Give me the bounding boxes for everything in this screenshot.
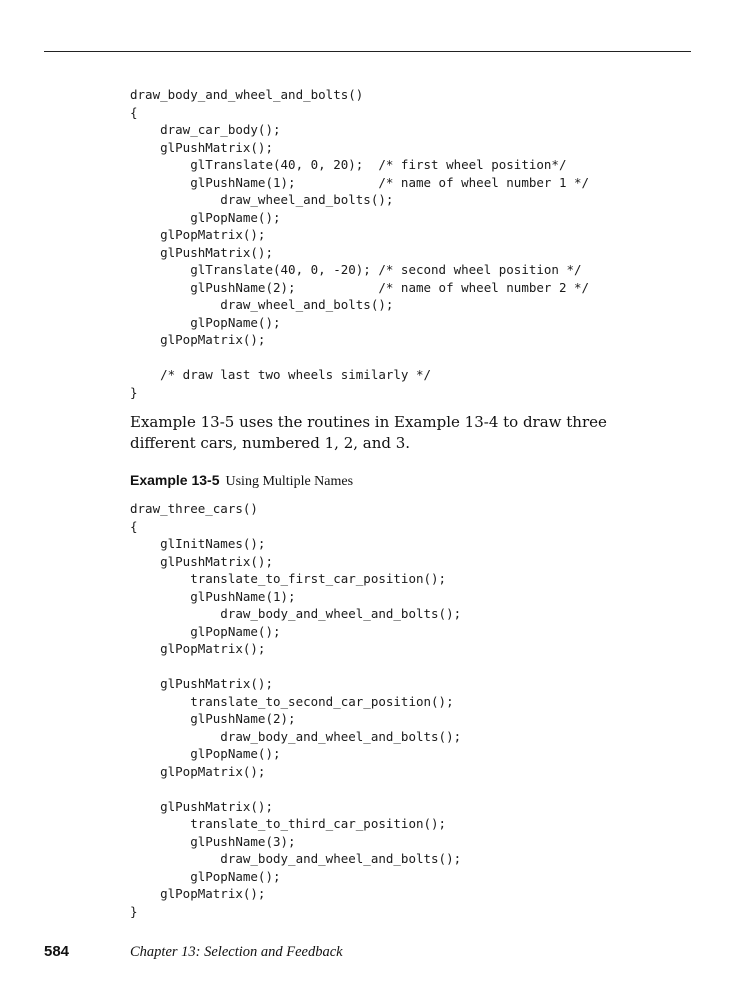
code-line: draw_three_cars() [130, 501, 258, 516]
code-line: glPopName(); [130, 314, 281, 330]
code-line: glPushMatrix(); [130, 798, 273, 814]
running-footer: Chapter 13: Selection and Feedback [130, 944, 343, 960]
code-line: glPopName(); [130, 623, 281, 639]
code-line: glPushName(3); [130, 833, 296, 849]
code-line: glPushName(1); [130, 588, 296, 604]
code-line: glPushName(2); [130, 711, 296, 726]
code-line: draw_body_and_wheel_and_bolts(); [130, 851, 462, 866]
code-line: glPopMatrix(); [130, 227, 266, 242]
code-line: glInitNames(); [130, 536, 266, 551]
code-line: } [130, 903, 138, 919]
code-listing-three-cars [130, 500, 461, 920]
code-line: glPopMatrix(); [130, 763, 266, 779]
code-line: glPopName(); [130, 868, 281, 884]
code-line: draw_car_body(); [130, 122, 281, 137]
page-number: 584 [44, 943, 70, 960]
code-line: translate_to_first_car_position(); [130, 571, 447, 586]
code-line: /* draw last two wheels similarly */ [130, 367, 432, 382]
code-line: glPopName(); [130, 209, 281, 225]
code-line: glPushMatrix(); [130, 676, 273, 691]
example-heading [130, 472, 353, 490]
code-line: glTranslate(40, 0, 20); /* first wheel position*/ [130, 157, 567, 172]
top-rule [44, 51, 691, 52]
code-line: glPopMatrix(); [130, 332, 266, 347]
code-line: glPushName(1); /* name of wheel number 1 */ [130, 174, 590, 190]
page-footer [0, 943, 734, 963]
code-line: draw_wheel_and_bolts(); [130, 192, 394, 207]
code-line: glPopMatrix(); [130, 641, 266, 656]
code-line: draw_body_and_wheel_and_bolts() [130, 87, 364, 102]
example-title: Using Multiple Names [225, 474, 354, 489]
code-line: } [130, 384, 138, 400]
code-line: glTranslate(40, 0, -20); /* second wheel position */ [130, 262, 582, 277]
code-line: glPopName(); [130, 746, 281, 761]
code-line: glPushMatrix(); [130, 244, 273, 260]
code-line: glPushMatrix(); [130, 139, 273, 155]
body-paragraph: Example 13-5 uses the routines in Example 13-4 to draw three different cars, numbered 1, 2, and 3. [130, 413, 607, 452]
example-label: Example 13-5 [130, 472, 220, 488]
code-line: glPopMatrix(); [130, 886, 266, 901]
code-line: glPushMatrix(); [130, 553, 273, 569]
code-line: { [130, 104, 138, 120]
code-listing-wheels [130, 86, 589, 401]
code-line: { [130, 518, 138, 534]
code-line: draw_wheel_and_bolts(); [130, 297, 394, 312]
code-line: translate_to_second_car_position(); [130, 693, 454, 709]
code-line: translate_to_third_car_position(); [130, 816, 447, 831]
code-line: glPushName(2); /* name of wheel number 2 */ [130, 279, 590, 295]
code-line: draw_body_and_wheel_and_bolts(); [130, 728, 462, 744]
code-line: draw_body_and_wheel_and_bolts(); [130, 606, 462, 621]
